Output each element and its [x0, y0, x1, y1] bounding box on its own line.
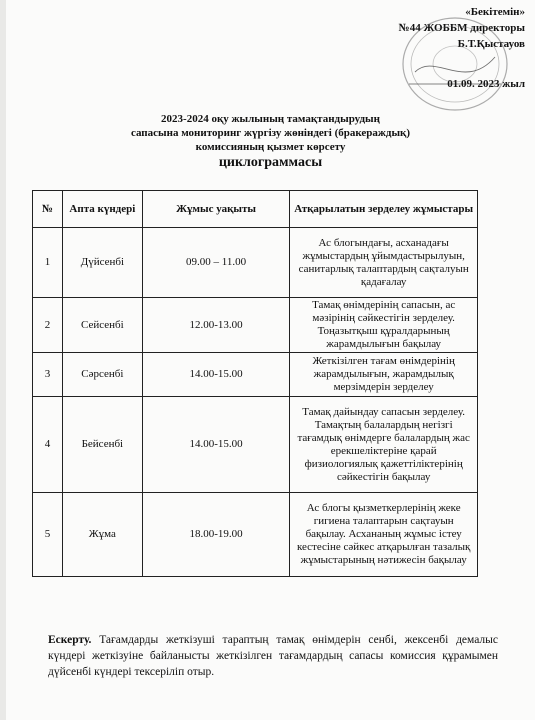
approval-block [325, 4, 525, 92]
row-task: Ас блогындағы, асханадағы жұмыстардың ұйымдастырылуын, санитарлық талаптардың сақталуын қадағалау [290, 228, 478, 298]
header-weekday: Апта күндері [62, 191, 142, 228]
title-line-2: сапасына мониторинг жүргізу жөніндегі (бракераждық) [130, 127, 411, 139]
document-page [6, 0, 535, 720]
approval-date: 01.09. 2023 жыл [447, 78, 525, 90]
row-number: 1 [33, 228, 63, 298]
schedule-table [32, 190, 478, 577]
row-time: 14.00-15.00 [142, 353, 290, 397]
header-work-time: Жұмыс уақыты [142, 191, 290, 228]
row-number: 3 [33, 353, 63, 397]
table-header-row [33, 191, 478, 228]
table-row [33, 493, 478, 577]
row-task: Ас блогы қызметкерлерінің жеке гигиена талаптарын сақтауын бақылау. Асхананың жұмыс істеу кестесіне сәйкес атқарылған тазалық жұмыстарының нәтижесін бақылау [290, 493, 478, 577]
row-number: 5 [33, 493, 63, 577]
row-time: 09.00 – 11.00 [142, 228, 290, 298]
row-day: Бейсенбі [62, 397, 142, 493]
row-day: Сәрсенбі [62, 353, 142, 397]
row-number: 4 [33, 397, 63, 493]
footnote-label: Ескерту. [48, 634, 92, 646]
header-number: № [33, 191, 63, 228]
footnote-text: Тағамдарды жеткізуші тараптың тамақ өнімдерін сенбі, жексенбі демалыс күндері жеткізуіне байланысты жеткізілген тағамдардың сапасы комиссия құрамымен дүйсенбі күндері тексерiлiп отыр. [48, 634, 499, 678]
row-task: Тамақ дайындау сапасын зерделеу. Тамақтың балалардың негізгі тағамдық өнімдерге балалардың жас ерекшеліктеріне қарай физиологиялық қажеттіліктерінің сәйкестігін бақылау [290, 397, 478, 493]
title-line-1: 2023-2024 оқу жылының тамақтандырудың [161, 113, 380, 125]
director-name: Б.Т.Қыстауов [457, 38, 525, 50]
footnote [48, 632, 498, 680]
row-time: 12.00-13.00 [142, 298, 290, 353]
row-day: Жұма [62, 493, 142, 577]
row-time: 14.00-15.00 [142, 397, 290, 493]
title-line-4: циклограммасы [218, 155, 323, 170]
row-day: Сейсенбі [62, 298, 142, 353]
document-title [6, 112, 535, 171]
row-number: 2 [33, 298, 63, 353]
header-tasks: Атқарылатын зерделеу жұмыстары [290, 191, 478, 228]
table-row [33, 397, 478, 493]
row-task: Жеткізілген тағам өнімдерінің жарамдылығын, жарамдылық мерзімдерін зерделеу [290, 353, 478, 397]
table-row [33, 228, 478, 298]
row-time: 18.00-19.00 [142, 493, 290, 577]
title-line-3: комиссияның қызмет көрсету [195, 141, 346, 153]
row-day: Дүйсенбі [62, 228, 142, 298]
approval-label: «Бекітемін» [465, 6, 525, 18]
row-task: Тамақ өнімдерінің сапасын, ас мәзірінің сәйкестігін зерделеу. Тоңазытқыш құралдарының жарамдылығын бақылау [290, 298, 478, 353]
table-row [33, 353, 478, 397]
table-row [33, 298, 478, 353]
director-title: №44 ЖОББМ директоры [398, 22, 525, 34]
